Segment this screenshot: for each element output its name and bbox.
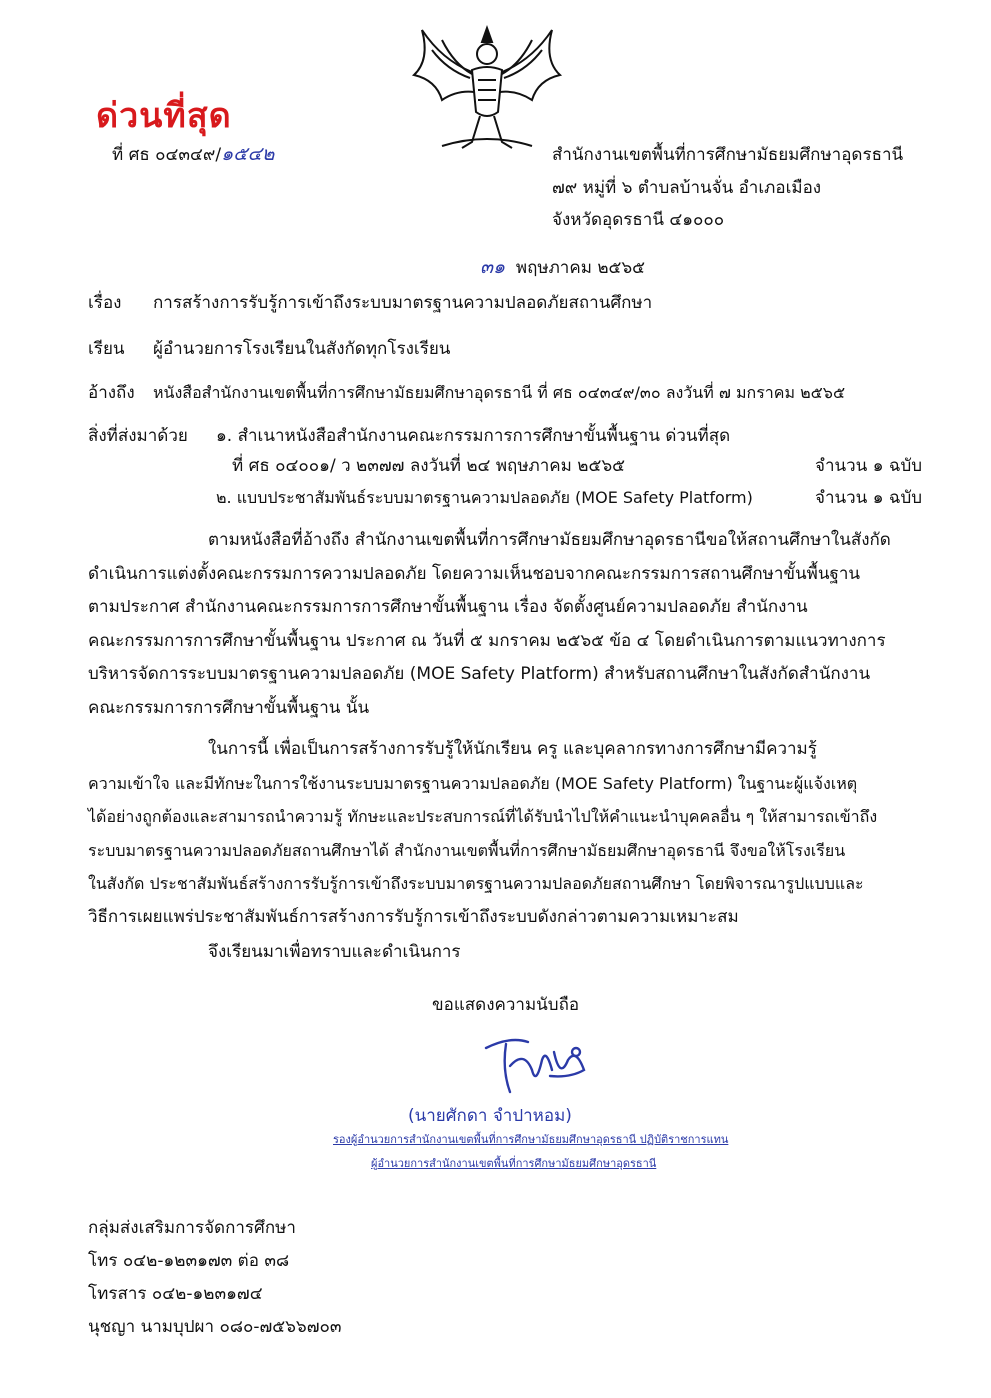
paragraph-2-line: ในสังกัด ประชาสัมพันธ์สร้างการรับรู้การเข้าถึงระบบมาตรฐานความปลอดภัยสถานศึกษา โดยพิจารณารูปแบบและ <box>88 874 864 893</box>
paragraph-2-line: ระบบมาตรฐานความปลอดภัยสถานศึกษาได้ สำนักงานเขตพื้นที่การศึกษามัธยมศึกษาอุดรธานี จึงขอให้โรงเรียน <box>88 840 846 860</box>
paragraph-2-line: ในการนี้ เพื่อเป็นการสร้างการรับรู้ให้นักเรียน ครู และบุคลากรทางการศึกษามีความรู้ <box>208 739 817 759</box>
enclosure-1-line-2: ที่ ศธ ๐๔๐๐๑/ ว ๒๓๗๗ ลงวันที่ ๒๔ พฤษภาคม ๒๕๖๕ <box>232 456 625 476</box>
date-month-year: พฤษภาคม ๒๕๖๕ <box>515 258 646 278</box>
signatory-position-line-1: รองผู้อำนวยการสำนักงานเขตพื้นที่การศึกษามัธยมศึกษาอุดรธานี ปฏิบัติราชการแทน <box>333 1133 729 1146</box>
subject-text: การสร้างการรับรู้การเข้าถึงระบบมาตรฐานความปลอดภัยสถานศึกษา <box>153 293 653 313</box>
enclosure-1-line-1: ๑. สำเนาหนังสือสำนักงานคณะกรรมการการศึกษาขั้นพื้นฐาน ด่วนที่สุด <box>216 426 731 446</box>
closing-line: จึงเรียนมาเพื่อทราบและดำเนินการ <box>208 942 461 962</box>
letter-date <box>480 255 645 280</box>
contact-department: กลุ่มส่งเสริมการจัดการศึกษา <box>88 1218 296 1238</box>
contact-person: นุชญา นามบุปผา ๐๘๐-๗๕๖๖๗๐๓ <box>88 1317 342 1337</box>
handwritten-signature-icon <box>480 1030 590 1100</box>
to-text: ผู้อำนวยการโรงเรียนในสังกัดทุกโรงเรียน <box>153 339 451 359</box>
paragraph-2-line: ได้อย่างถูกต้องและสามารถนำความรู้ ทักษะและประสบการณ์ที่ได้รับนำไปให้คำแนะนำบุคคลอื่น ๆ ให้สามารถเข้าถึง <box>88 807 878 826</box>
paragraph-1-line: คณะกรรมการการศึกษาขั้นพื้นฐาน ประกาศ ณ วันที่ ๕ มกราคม ๒๕๖๕ ข้อ ๔ โดยดำเนินการตามแนวทางการ <box>88 630 886 651</box>
paragraph-1-line: ตามประกาศ สำนักงานคณะกรรมการการศึกษาขั้นพื้นฐาน เรื่อง จัดตั้งศูนย์ความปลอดภัย สำนักงาน <box>88 597 808 617</box>
paragraph-2-line: วิธีการเผยแพร่ประชาสัมพันธ์การสร้างการรับรู้การเข้าถึงระบบดังกล่าวตามความเหมาะสม <box>88 906 739 927</box>
contact-block <box>88 1212 341 1344</box>
paragraph-1-line: บริหารจัดการระบบมาตรฐานความปลอดภัย (MOE Safety Platform) สำหรับสถานศึกษาในสังกัดสำนักงาน <box>88 664 871 684</box>
reference-label: อ้างถึง <box>88 383 135 403</box>
enclosure-2-quantity: จำนวน ๑ ฉบับ <box>815 488 923 508</box>
ref-prefix: ที่ ศธ ๐๔๓๔๙/ <box>112 145 222 165</box>
paragraph-1-line: ตามหนังสือที่อ้างถึง สำนักงานเขตพื้นที่การศึกษามัธยมศึกษาอุดรธานีขอให้สถานศึกษาในสังกัด <box>208 530 891 550</box>
subject-label: เรื่อง <box>88 293 122 313</box>
regards-text: ขอแสดงความนับถือ <box>432 995 580 1015</box>
paragraph-1-line: ดำเนินการแต่งตั้งคณะกรรมการความปลอดภัย โดยความเห็นชอบจากคณะกรรมการสถานศึกษาขั้นพื้นฐาน <box>88 563 861 584</box>
office-line-3: จังหวัดอุดรธานี ๔๑๐๐๐ <box>552 210 725 230</box>
date-day-handwritten: ๓๑ <box>480 256 506 278</box>
to-label: เรียน <box>88 339 125 359</box>
paragraph-2-line: ความเข้าใจ และมีทักษะในการใช้งานระบบมาตรฐานความปลอดภัย (MOE Safety Platform) ในฐานะผู้แจ้งเหตุ <box>88 773 858 793</box>
paragraph-1-line: คณะกรรมการการศึกษาขั้นพื้นฐาน นั้น <box>88 697 370 718</box>
contact-phone: โทร ๐๔๒-๑๒๓๑๗๓ ต่อ ๓๘ <box>88 1251 290 1271</box>
reference-text: หนังสือสำนักงานเขตพื้นที่การศึกษามัธยมศึกษาอุดรธานี ที่ ศธ ๐๔๓๔๙/๓๐ ลงวันที่ ๗ มกราคม ๒๕๖๕ <box>153 383 846 402</box>
contact-fax: โทรสาร ๐๔๒-๑๒๓๑๗๔ <box>88 1284 263 1304</box>
office-line-2: ๗๙ หมู่ที่ ๖ ตำบลบ้านจั่น อำเภอเมือง <box>552 178 822 198</box>
ref-number-handwritten: ๑๕๔๒ <box>221 143 275 165</box>
document-ref <box>112 142 274 167</box>
signatory-position-line-2: ผู้อำนวยการสำนักงานเขตพื้นที่การศึกษามัธยมศึกษาอุดรธานี <box>371 1157 657 1170</box>
signatory-name: (นายศักดา จำปาหอม) <box>408 1106 572 1126</box>
office-line-1: สำนักงานเขตพื้นที่การศึกษามัธยมศึกษาอุดรธานี <box>552 145 904 165</box>
enclosure-1-quantity: จำนวน ๑ ฉบับ <box>815 456 923 476</box>
garuda-emblem-icon <box>402 20 572 160</box>
enclosure-2: ๒. แบบประชาสัมพันธ์ระบบมาตรฐานความปลอดภัย (MOE Safety Platform) <box>216 488 753 507</box>
body-paragraph-1 <box>88 524 891 725</box>
urgency-stamp: ด่วนที่สุด <box>96 96 232 136</box>
enclosure-label: สิ่งที่ส่งมาด้วย <box>88 426 188 446</box>
body-paragraph-2 <box>88 733 877 934</box>
